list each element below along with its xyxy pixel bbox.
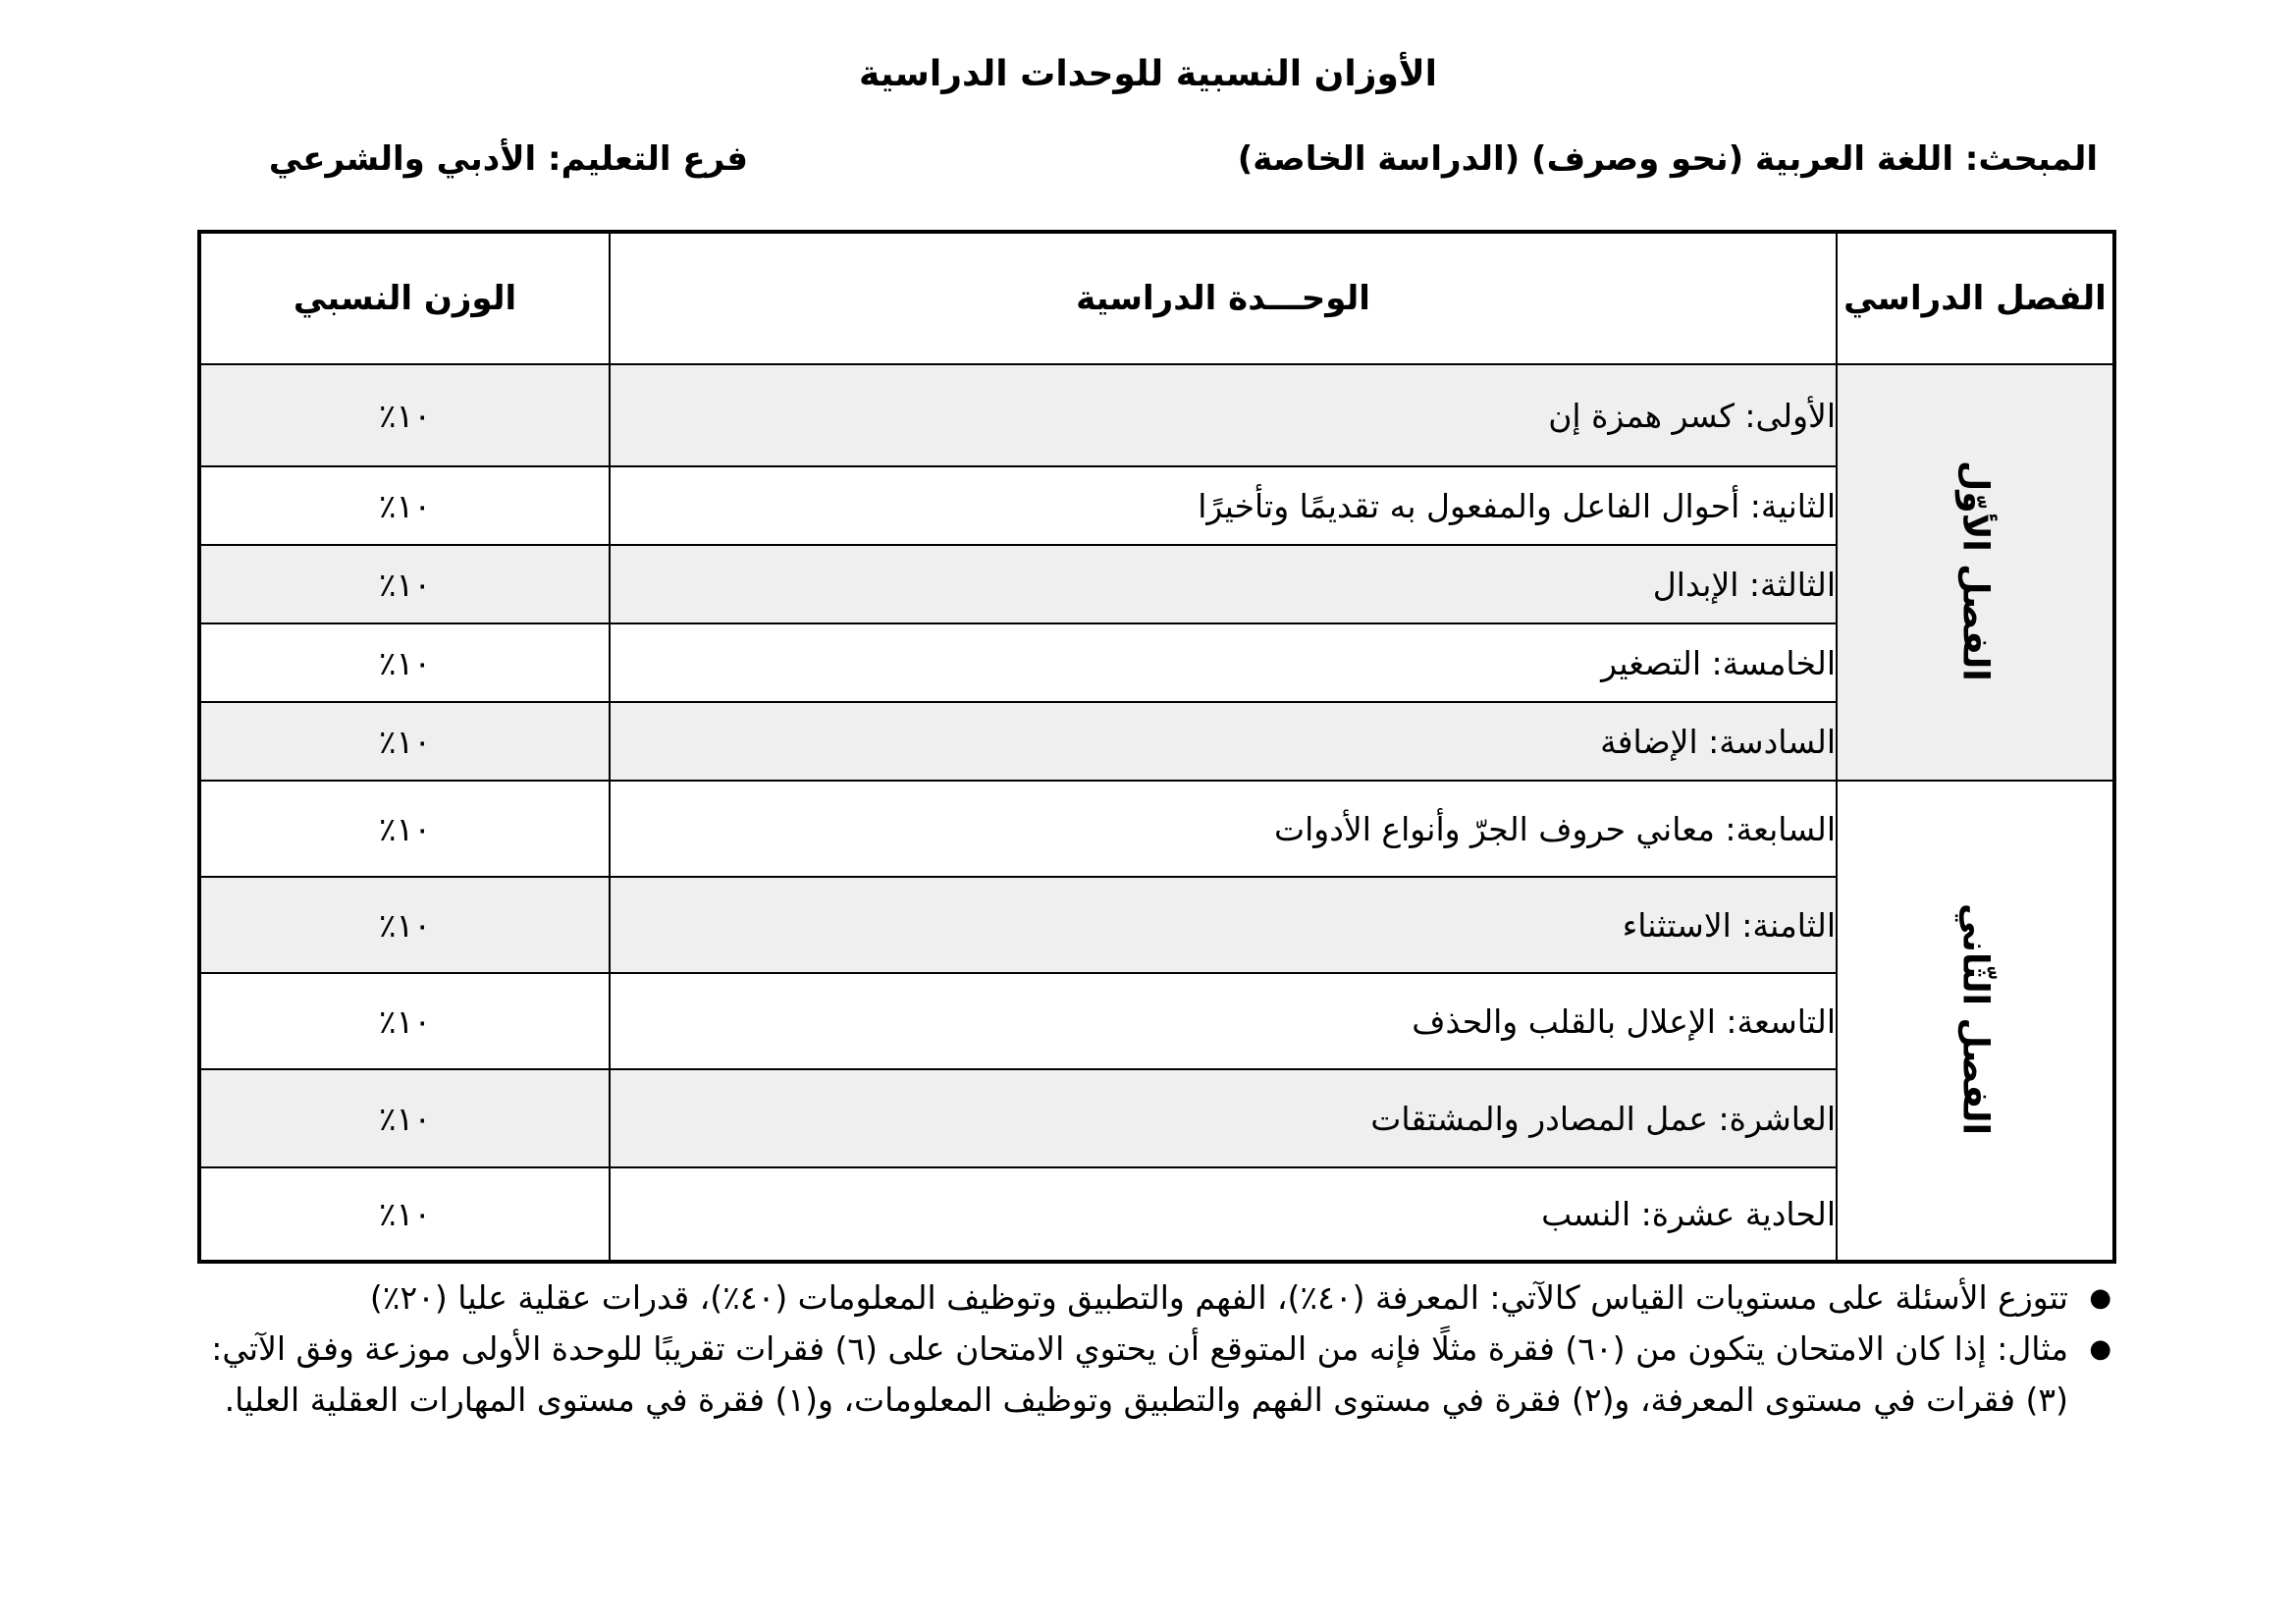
weights-table [197, 230, 2116, 1264]
weight-cell: ١٠٪ [199, 364, 610, 466]
table-row [199, 1069, 2114, 1167]
bullet-icon: ● [2089, 1283, 2111, 1313]
table-header-row [199, 232, 2114, 364]
semester-second-label: الفصل الثّاني [1954, 902, 1996, 1135]
weight-cell: ١٠٪ [199, 1167, 610, 1262]
page-title: الأوزان النسبية للوحدات الدراسية [858, 54, 1437, 94]
unit-cell: العاشرة: عمل المصادر والمشتقات [610, 1069, 1837, 1167]
unit-cell: الثالثة: الإبدال [610, 545, 1837, 623]
subject-line: المبحث: اللغة العربية (نحو وصرف) (الدراسة الخاصة) [1237, 139, 2098, 179]
semester-first-cell [1837, 364, 2114, 781]
note-text: مثال: إذا كان الامتحان يتكون من (٦٠) فقرة مثلًا فإنه من المتوقع أن يحتوي الامتحان على (٦) فقرات تقريبًا للوحدة الأولى موزعة وفق الآتي: (٣) فقرات في مستوى المعرفة، و(٢) فقرة في مستوى الفهم والتطبيق وتوظيف المعلومات، و(١) فقرة في مستوى المهارات العقلية العليا. [211, 1329, 2068, 1419]
table-row [199, 623, 2114, 702]
table-row [199, 973, 2114, 1069]
semester-second-cell [1837, 781, 2114, 1262]
table-row [199, 364, 2114, 466]
note-item [177, 1324, 2296, 1426]
header-weight: الوزن النسبي [199, 232, 610, 364]
weight-cell: ١٠٪ [199, 877, 610, 973]
semester-first-label: الفصل الأوّل [1954, 460, 1996, 681]
note-text: تتوزع الأسئلة على مستويات القياس كالآتي: المعرفة (٤٠٪)، الفهم والتطبيق وتوظيف المعلومات (٤٠٪)، قدرات عقلية عليا (٢٠٪) [369, 1278, 2068, 1317]
unit-cell: الأولى: كسر همزة إن [610, 364, 1837, 466]
unit-cell: السادسة: الإضافة [610, 702, 1837, 781]
table-row [199, 702, 2114, 781]
table-row [199, 877, 2114, 973]
header-unit: الوحـــدة الدراسية [610, 232, 1837, 364]
note-item [177, 1272, 2296, 1324]
branch-line: فرع التعليم: الأدبي والشرعي [268, 139, 748, 179]
table-row [199, 781, 2114, 877]
weight-cell: ١٠٪ [199, 466, 610, 545]
unit-cell: السابعة: معاني حروف الجرّ وأنواع الأدوات [610, 781, 1837, 877]
unit-cell: الحادية عشرة: النسب [610, 1167, 1837, 1262]
weight-cell: ١٠٪ [199, 545, 610, 623]
weight-cell: ١٠٪ [199, 1069, 610, 1167]
bullet-icon: ● [2089, 1334, 2111, 1364]
unit-cell: الخامسة: التصغير [610, 623, 1837, 702]
table-row [199, 466, 2114, 545]
table-row [199, 545, 2114, 623]
unit-cell: الثانية: أحوال الفاعل والمفعول به تقديمًا وتأخيرًا [610, 466, 1837, 545]
notes-list [177, 1272, 2296, 1426]
header-semester: الفصل الدراسي [1837, 232, 2114, 364]
table-row [199, 1167, 2114, 1262]
weight-cell: ١٠٪ [199, 973, 610, 1069]
weight-cell: ١٠٪ [199, 623, 610, 702]
unit-cell: التاسعة: الإعلال بالقلب والحذف [610, 973, 1837, 1069]
weight-cell: ١٠٪ [199, 702, 610, 781]
unit-cell: الثامنة: الاستثناء [610, 877, 1837, 973]
weight-cell: ١٠٪ [199, 781, 610, 877]
